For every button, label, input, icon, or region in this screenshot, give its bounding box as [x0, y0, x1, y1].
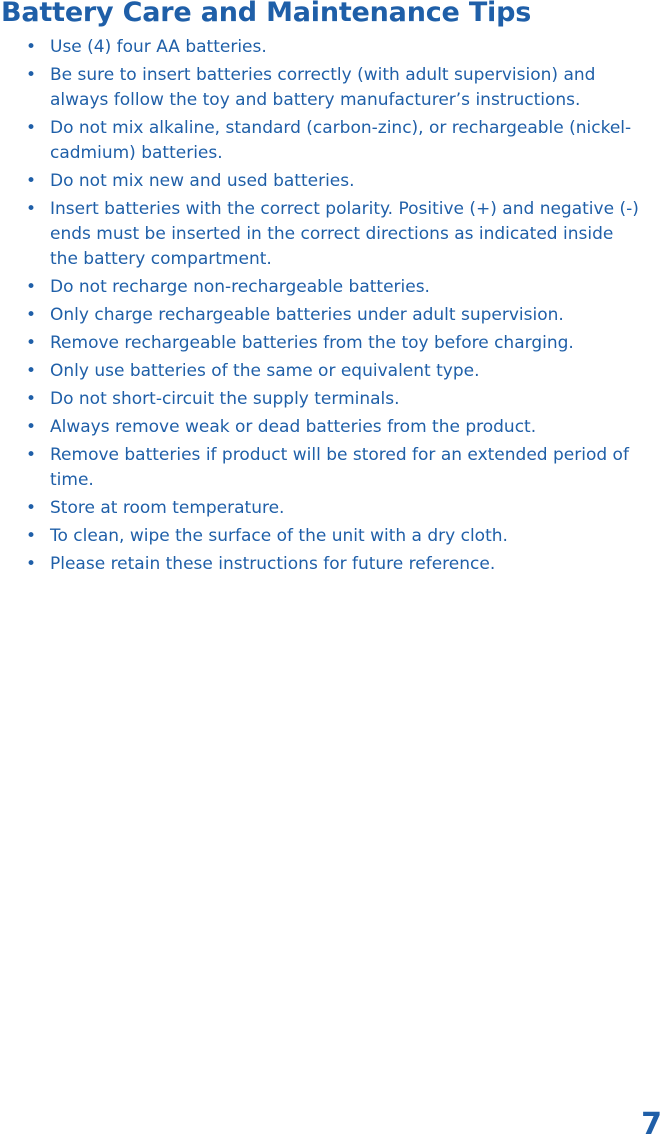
- list-item: [0, 63, 640, 113]
- tip-text: Be sure to insert batteries correctly (with adult supervision) and always follow the toy and battery manufacturer’s instructions.: [50, 65, 596, 110]
- bullet-icon: •: [26, 526, 37, 546]
- list-item: [0, 359, 640, 384]
- list-item: [0, 331, 640, 356]
- bullet-icon: •: [26, 118, 37, 138]
- tip-text: To clean, wipe the surface of the unit with a dry cloth.: [50, 526, 508, 546]
- bullet-icon: •: [26, 417, 37, 437]
- bullet-icon: •: [26, 305, 37, 325]
- tip-text: Only use batteries of the same or equivalent type.: [50, 361, 480, 381]
- bullet-icon: •: [26, 65, 37, 85]
- bullet-icon: •: [26, 361, 37, 381]
- bullet-icon: •: [26, 389, 37, 409]
- list-item: [0, 524, 640, 549]
- tip-text: Do not mix new and used batteries.: [50, 171, 355, 191]
- bullet-icon: •: [26, 554, 37, 574]
- tip-text: Remove batteries if product will be stored for an extended period of time.: [50, 445, 629, 490]
- list-item: [0, 552, 640, 577]
- list-item: [0, 169, 640, 194]
- tip-text: Store at room temperature.: [50, 498, 285, 518]
- bullet-icon: •: [26, 333, 37, 353]
- list-item: [0, 35, 640, 60]
- tip-text: Always remove weak or dead batteries from the product.: [50, 417, 537, 437]
- page-title: Battery Care and Maintenance Tips: [1, 0, 532, 28]
- tip-text: Do not mix alkaline, standard (carbon-zinc), or rechargeable (nickel-cadmium) batteries.: [50, 118, 632, 163]
- tip-text: Remove rechargeable batteries from the toy before charging.: [50, 333, 574, 353]
- bullet-icon: •: [26, 171, 37, 191]
- bullet-icon: •: [26, 37, 37, 57]
- tips-list: [0, 35, 640, 580]
- list-item: [0, 116, 640, 166]
- bullet-icon: •: [26, 277, 37, 297]
- bullet-icon: •: [26, 498, 37, 518]
- list-item: [0, 443, 640, 493]
- tip-text: Use (4) four AA batteries.: [50, 37, 267, 57]
- tip-text: Do not short-circuit the supply terminals.: [50, 389, 400, 409]
- list-item: [0, 496, 640, 521]
- bullet-icon: •: [26, 199, 37, 219]
- tip-text: Do not recharge non-rechargeable batteries.: [50, 277, 430, 297]
- list-item: [0, 303, 640, 328]
- list-item: [0, 415, 640, 440]
- list-item: [0, 197, 640, 272]
- tip-text: Only charge rechargeable batteries under adult supervision.: [50, 305, 564, 325]
- bullet-icon: •: [26, 445, 37, 465]
- tip-text: Insert batteries with the correct polarity. Positive (+) and negative (-) ends must be inserted in the correct directions as indicated inside the battery compartment.: [50, 199, 639, 269]
- list-item: [0, 275, 640, 300]
- list-item: [0, 387, 640, 412]
- page-number: 7: [641, 1107, 662, 1142]
- tip-text: Please retain these instructions for future reference.: [50, 554, 496, 574]
